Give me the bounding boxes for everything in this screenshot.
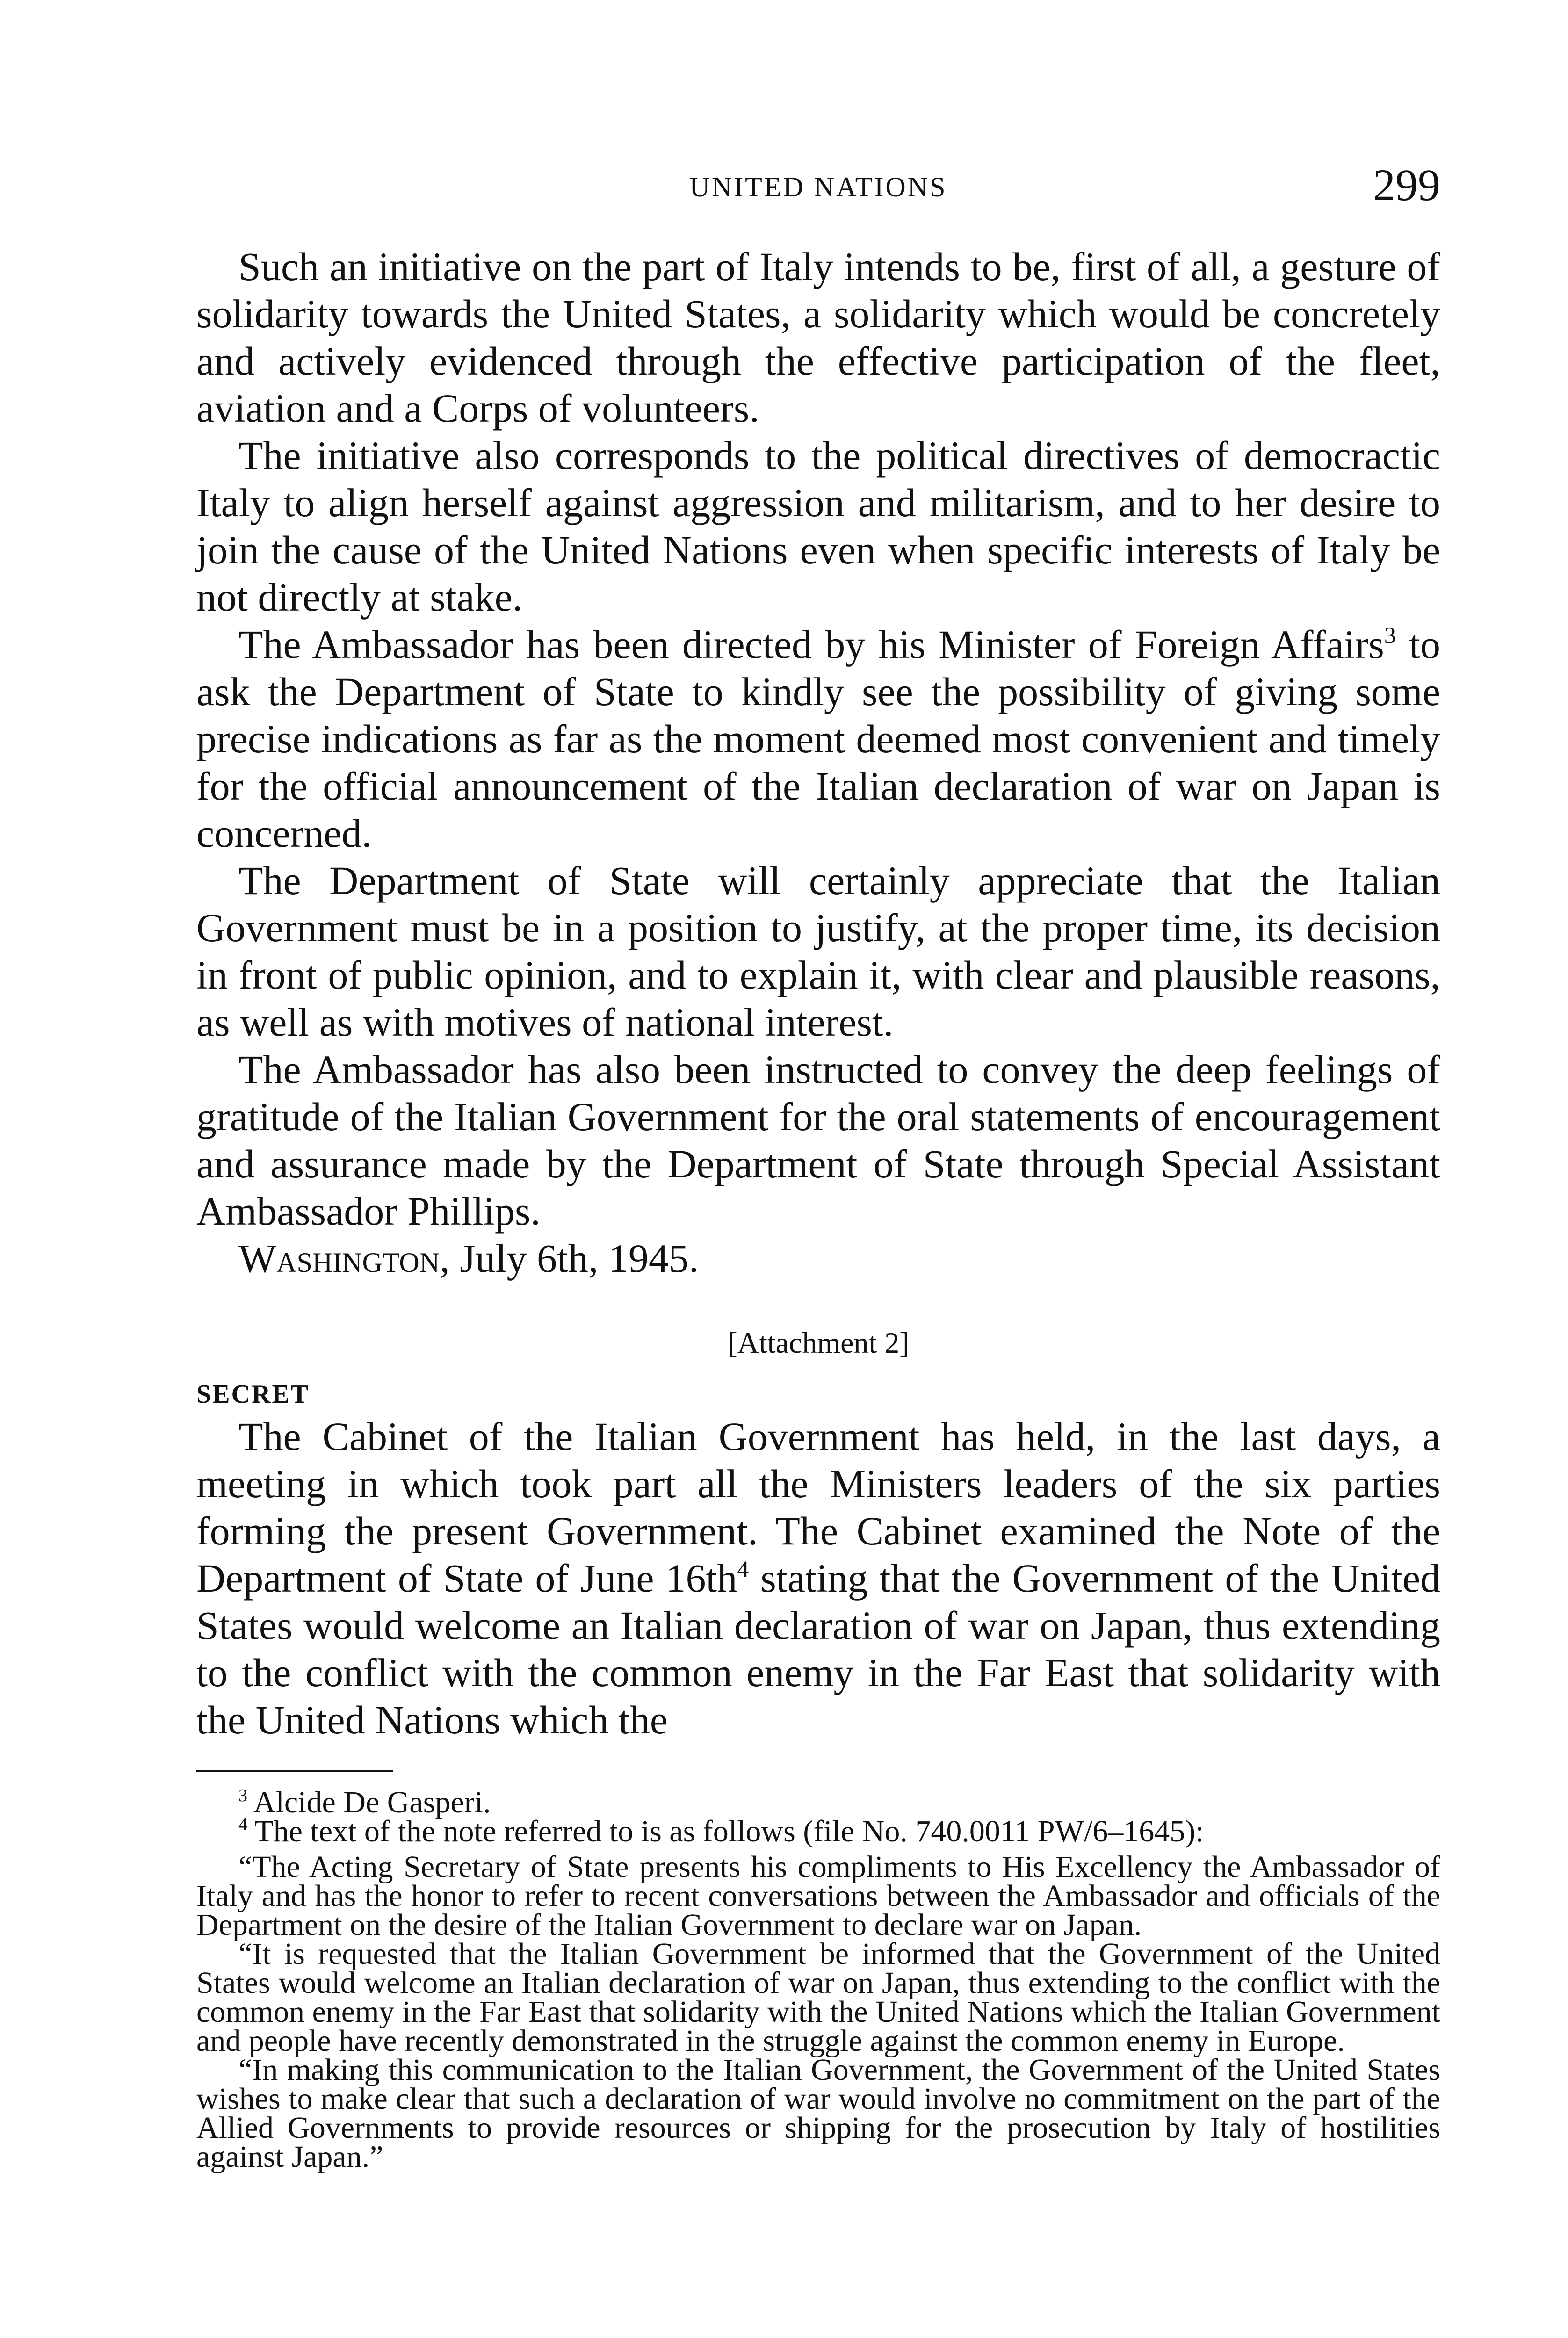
running-head: UNITED NATIONS [689, 172, 947, 202]
footnote-quote-2: “It is requested that the Italian Government be informed that the Government of the United States would welcome an Italian declaration of war on Japan, thus extending to the conflict with the common enemy in the Far East that solidarity with the United Nations which the Italian Government and people have recently demonstrated in the struggle against the common enemy in Europe. [196, 1937, 1440, 2058]
classification-label: SECRET [196, 1380, 310, 1409]
page-number: 299 [1373, 160, 1440, 210]
footnote-3-text: Alcide De Gasperi. [247, 1785, 491, 1819]
body-paragraph-1: Such an initiative on the part of Italy intends to be, first of all, a gesture of solidarity towards the United States, a solidarity which would be concretely and actively evidenced through the effective participation of the fleet, aviation and a Corps of volunteers. [196, 244, 1440, 431]
attachment-text: The Cabinet of the Italian Government has held, in the last days, a meeting in which took part all the Ministers leaders of the six parties forming the present Government. The Cabinet examined the Note of the Department of State of June 16th [196, 1414, 1440, 1601]
dateline-date: July 6th, 1945. [449, 1236, 699, 1281]
footnote-ref-4: 4 [737, 1556, 749, 1582]
footnote-quote-3: “In making this communication to the Italian Government, the Government of the United States wishes to make clear that such a declaration of war would involve no commitment on the part of the Allied Governments to provide resources or shipping for the prosecution by Italy of hostilities against Japan.” [196, 2053, 1440, 2174]
dateline-place: Washington, [238, 1236, 450, 1281]
paragraph-3-text-cont: to ask the Department of State to kindly see the possibility of giving some precise indications as far as the moment deemed most convenient and timely for the official announcement of the Italian declaration of war on Japan is concerned. [196, 622, 1440, 856]
footnote-quote-1: “The Acting Secretary of State presents his compliments to His Excellency the Ambassador of Italy and has the honor to refer to recent conversations between the Ambassador and officials of the Department on the desire of the Italian Government to declare war on Japan. [196, 1850, 1440, 1942]
paragraph-3-text: The Ambassador has been directed by his Minister of Foreign Affairs [238, 622, 1384, 667]
body-paragraph-4: The Department of State will certainly appreciate that the Italian Government must be in a position to justify, at the proper time, its decision in front of public opinion, and to explain it, with clear and plausible reasons, as well as with motives of national interest. [196, 858, 1440, 1045]
footnote-4-text: The text of the note referred to is as follows (file No. 740.0011 PW/6–1645): [247, 1814, 1204, 1848]
attachment-heading: [Attachment 2] [727, 1326, 910, 1359]
body-paragraph-2: The initiative also corresponds to the political directives of democractic Italy to align herself against aggression and militarism, and to her desire to join the cause of the United Nations even when specific interests of Italy be not directly at stake. [196, 433, 1440, 620]
footnote-4-label: 4 [238, 1815, 247, 1834]
footnote-3-label: 3 [238, 1786, 247, 1805]
page-footer [196, 0, 1440, 2338]
attachment-text-cont: stating that the Government of the United States would welcome an Italian declaration of war on Japan, thus extending to the conflict with the common enemy in the Far East that solidarity with the United Nations which the [196, 1556, 1440, 1742]
footnote-ref-3: 3 [1384, 622, 1396, 648]
body-paragraph-5: The Ambassador has also been instructed to convey the deep feelings of gratitude of the Italian Government for the oral statements of encouragement and assurance made by the Department of State through Special Assistant Ambassador Phillips. [196, 1047, 1440, 1234]
